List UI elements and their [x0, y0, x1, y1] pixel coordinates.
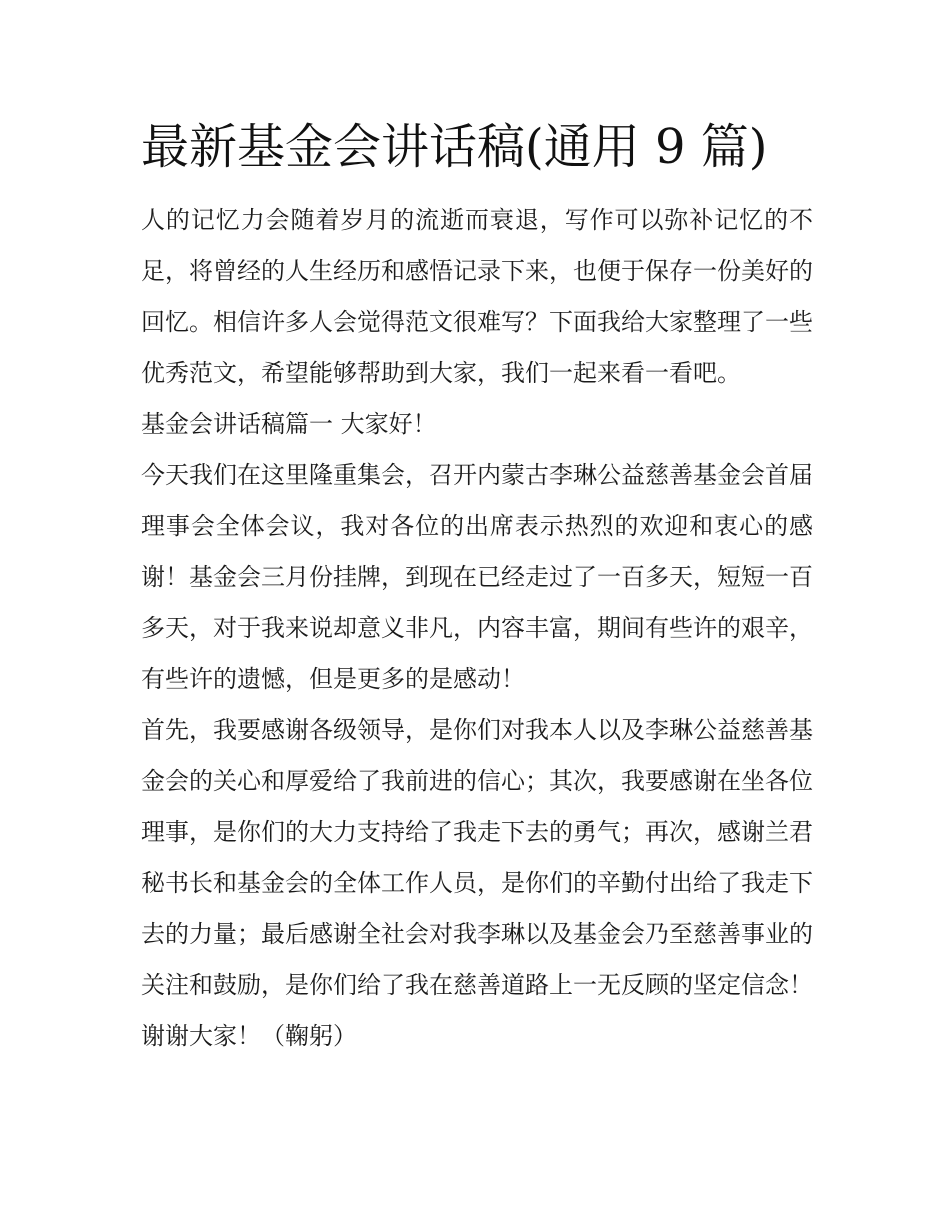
body-paragraph: 今天我们在这里隆重集会，召开内蒙古李琳公益慈善基金会首届理事会全体会议，我对各位的出席表示热烈的欢迎和衷心的感谢！基金会三月份挂牌，到现在已经走过了一百多天，短短一百多天，对于我来说却意义非凡，内容丰富，期间有些许的艰辛，有些许的遗憾，但是更多的是感动！	[141, 461, 813, 693]
document-title: 最新基金会讲话稿(通用 9 篇)	[141, 119, 768, 175]
document-body	[141, 115, 813, 1062]
section-heading-paragraph: 基金会讲话稿篇一 大家好！	[141, 410, 437, 438]
body-paragraph: 首先，我要感谢各级领导，是你们对我本人以及李琳公益慈善基金会的关心和厚爱给了我前进的信心；其次，我要感谢在坐各位理事，是你们的大力支持给了我走下去的勇气；再次，感谢兰君秘书长和基金会的全体工作人员，是你们的辛勤付出给了我走下去的力量；最后感谢全社会对我李琳以及基金会乃至慈善事业的关注和鼓励，是你们给了我在慈善道路上一无反顾的坚定信念！	[141, 716, 813, 999]
closing-paragraph: 谢谢大家！（鞠躬）	[141, 1022, 357, 1050]
intro-paragraph: 人的记忆力会随着岁月的流逝而衰退，写作可以弥补记忆的不足，将曾经的人生经历和感悟记录下来，也便于保存一份美好的回忆。相信许多人会觉得范文很难写？下面我给大家整理了一些优秀范文，希望能够帮助到大家，我们一起来看一看吧。	[141, 206, 813, 387]
